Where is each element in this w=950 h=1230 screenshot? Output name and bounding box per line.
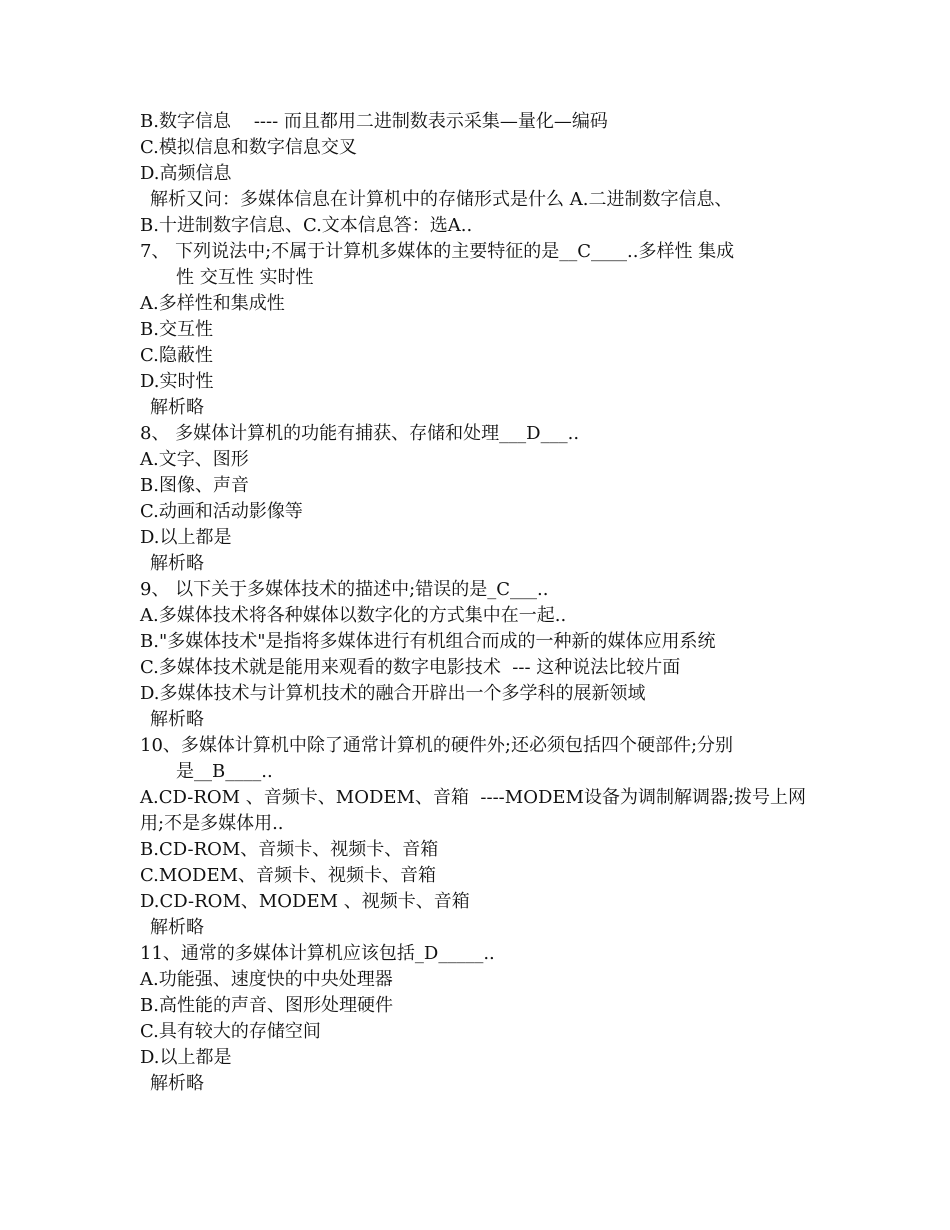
text-line: A.多样性和集成性 — [140, 293, 285, 314]
text-line: C.动画和活动影像等 — [140, 501, 303, 522]
text-line: 8、 多媒体计算机的功能有捕获、存储和处理___D___.. — [140, 423, 580, 444]
text-line: 解析又问：多媒体信息在计算机中的存储形式是什么 A.二进制数字信息、 — [150, 189, 733, 210]
text-line: 用;不是多媒体用.. — [140, 813, 284, 834]
text-line: 解析略 — [150, 1073, 204, 1094]
text-line: 10、多媒体计算机中除了通常计算机的硬件外;还必须包括四个硬部件;分别 — [140, 735, 734, 756]
text-line: A.功能强、速度快的中央处理器 — [140, 969, 393, 990]
text-line: C.MODEM、音频卡、视频卡、音箱 — [140, 865, 437, 886]
text-line: B.图像、声音 — [140, 475, 249, 496]
text-line: 7、 下列说法中;不属于计算机多媒体的主要特征的是__C____..多样性 集成 — [140, 241, 735, 262]
text-line: D.以上都是 — [140, 1047, 232, 1068]
text-line: A.多媒体技术将各种媒体以数字化的方式集中在一起.. — [140, 605, 567, 626]
text-line: A.CD-ROM 、音频卡、MODEM、音箱 ----MODEM设备为调制解调器;拨号上网 — [140, 787, 807, 808]
text-line: D.以上都是 — [140, 527, 232, 548]
text-line: D.高频信息 — [140, 163, 232, 184]
text-line: 11、通常的多媒体计算机应该包括_D_____.. — [140, 943, 495, 964]
text-line: B.十进制数字信息、C.文本信息答：选A.. — [140, 215, 473, 236]
text-line: C.隐蔽性 — [140, 345, 213, 366]
text-line: A.文字、图形 — [140, 449, 249, 470]
text-line: 是__B____.. — [176, 761, 273, 782]
text-line: C.具有较大的存储空间 — [140, 1021, 321, 1042]
text-line: 性 交互性 实时性 — [176, 267, 314, 288]
text-line: D.多媒体技术与计算机技术的融合开辟出一个多学科的展新领域 — [140, 683, 646, 704]
document-body — [140, 109, 820, 1097]
text-line: 解析略 — [150, 553, 204, 574]
text-line: B.数字信息 ---- 而且都用二进制数表示采集—量化—编码 — [140, 111, 608, 132]
text-line: 解析略 — [150, 917, 204, 938]
text-line: B."多媒体技术"是指将多媒体进行有机组合而成的一种新的媒体应用系统 — [140, 631, 716, 652]
text-line: C.多媒体技术就是能用来观看的数字电影技术 --- 这种说法比较片面 — [140, 657, 681, 678]
text-line: 解析略 — [150, 709, 204, 730]
text-line: 9、 以下关于多媒体技术的描述中;错误的是_C___.. — [140, 579, 549, 600]
text-line: B.交互性 — [140, 319, 213, 340]
text-line: 解析略 — [150, 397, 204, 418]
text-line: D.实时性 — [140, 371, 214, 392]
text-line: B.CD-ROM、音频卡、视频卡、音箱 — [140, 839, 439, 860]
text-line: D.CD-ROM、MODEM 、视频卡、音箱 — [140, 891, 470, 912]
text-line: C.模拟信息和数字信息交叉 — [140, 137, 357, 158]
text-line: B.高性能的声音、图形处理硬件 — [140, 995, 393, 1016]
